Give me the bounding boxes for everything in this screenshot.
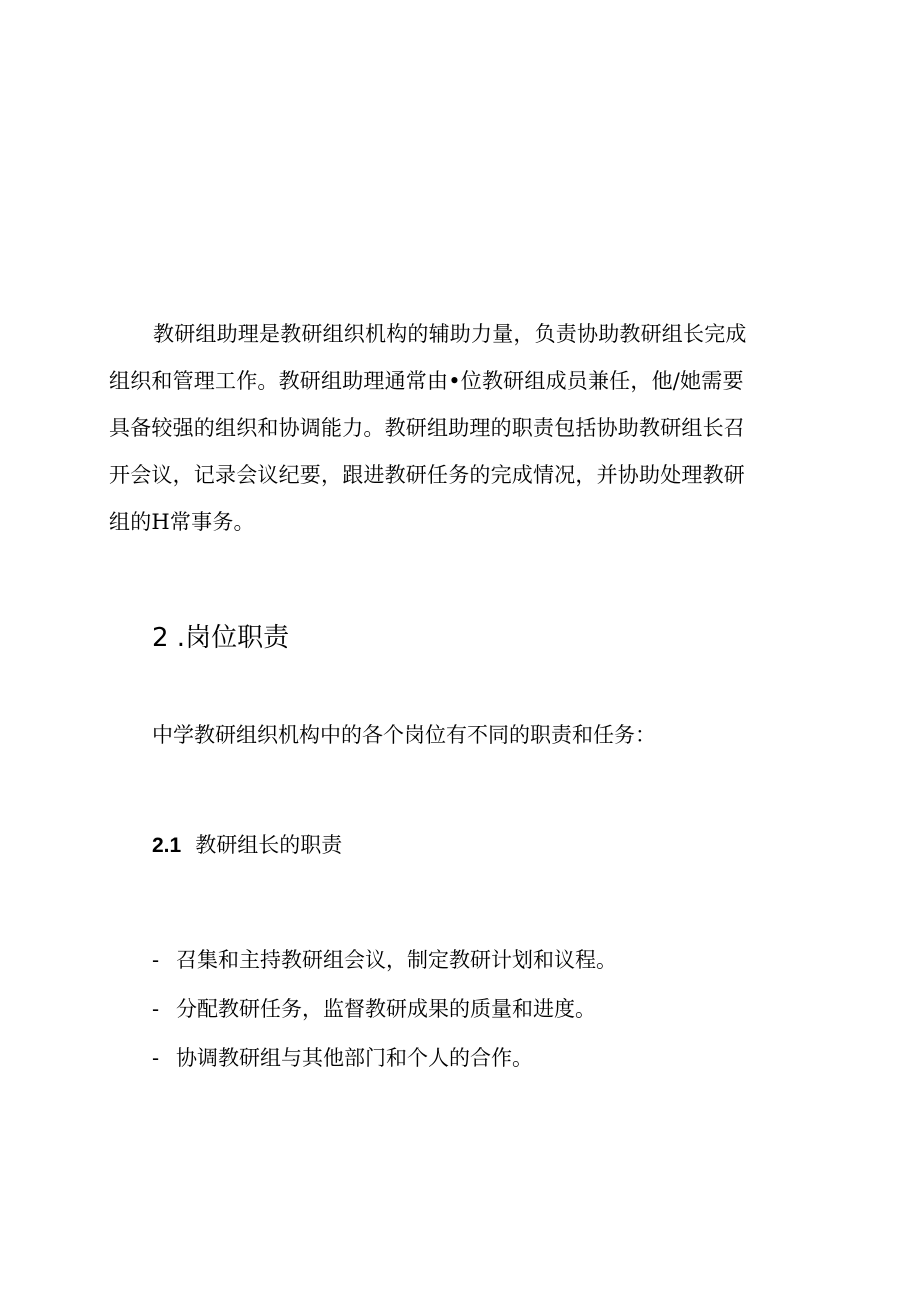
subsection-number: 2.1 [152, 834, 182, 857]
list-item-text: 召集和主持教研组会议，制定教研计划和议程。 [176, 948, 617, 972]
duties-list [152, 936, 617, 1083]
paragraph-line: 组织和管理工作。教研组助理通常由•位教研组成员兼任，他/她需要 [109, 369, 744, 393]
paragraph-line: 开会议，记录会议纪要，跟进教研任务的完成情况，并协助处理教研 [109, 463, 745, 487]
subsection-heading [152, 828, 342, 863]
paragraph-line: 教研组助理是教研组织机构的辅助力量，负责协助教研组长完成 [153, 322, 747, 346]
subsection-title: 教研组长的职责 [195, 833, 343, 857]
section-heading: 2 .岗位职责 [152, 623, 290, 653]
section-intro: 中学教研组织机构中的各个岗位有不同的职责和任务： [152, 723, 656, 747]
bullet-dash: - [152, 1046, 160, 1070]
bullet-dash: - [152, 997, 160, 1021]
list-item [152, 936, 617, 985]
list-item-text: 分配教研任务，监督教研成果的质量和进度。 [176, 997, 596, 1021]
list-item [152, 985, 617, 1034]
assistant-description-paragraph [109, 311, 805, 546]
bullet-dash: - [152, 948, 160, 972]
list-item-text: 协调教研组与其他部门和个人的合作。 [176, 1046, 533, 1070]
paragraph-line: 具备较强的组织和协调能力。教研组助理的职责包括协助教研组长召 [109, 416, 745, 440]
list-item [152, 1034, 617, 1083]
paragraph-line: 组的H常事务。 [109, 510, 255, 534]
